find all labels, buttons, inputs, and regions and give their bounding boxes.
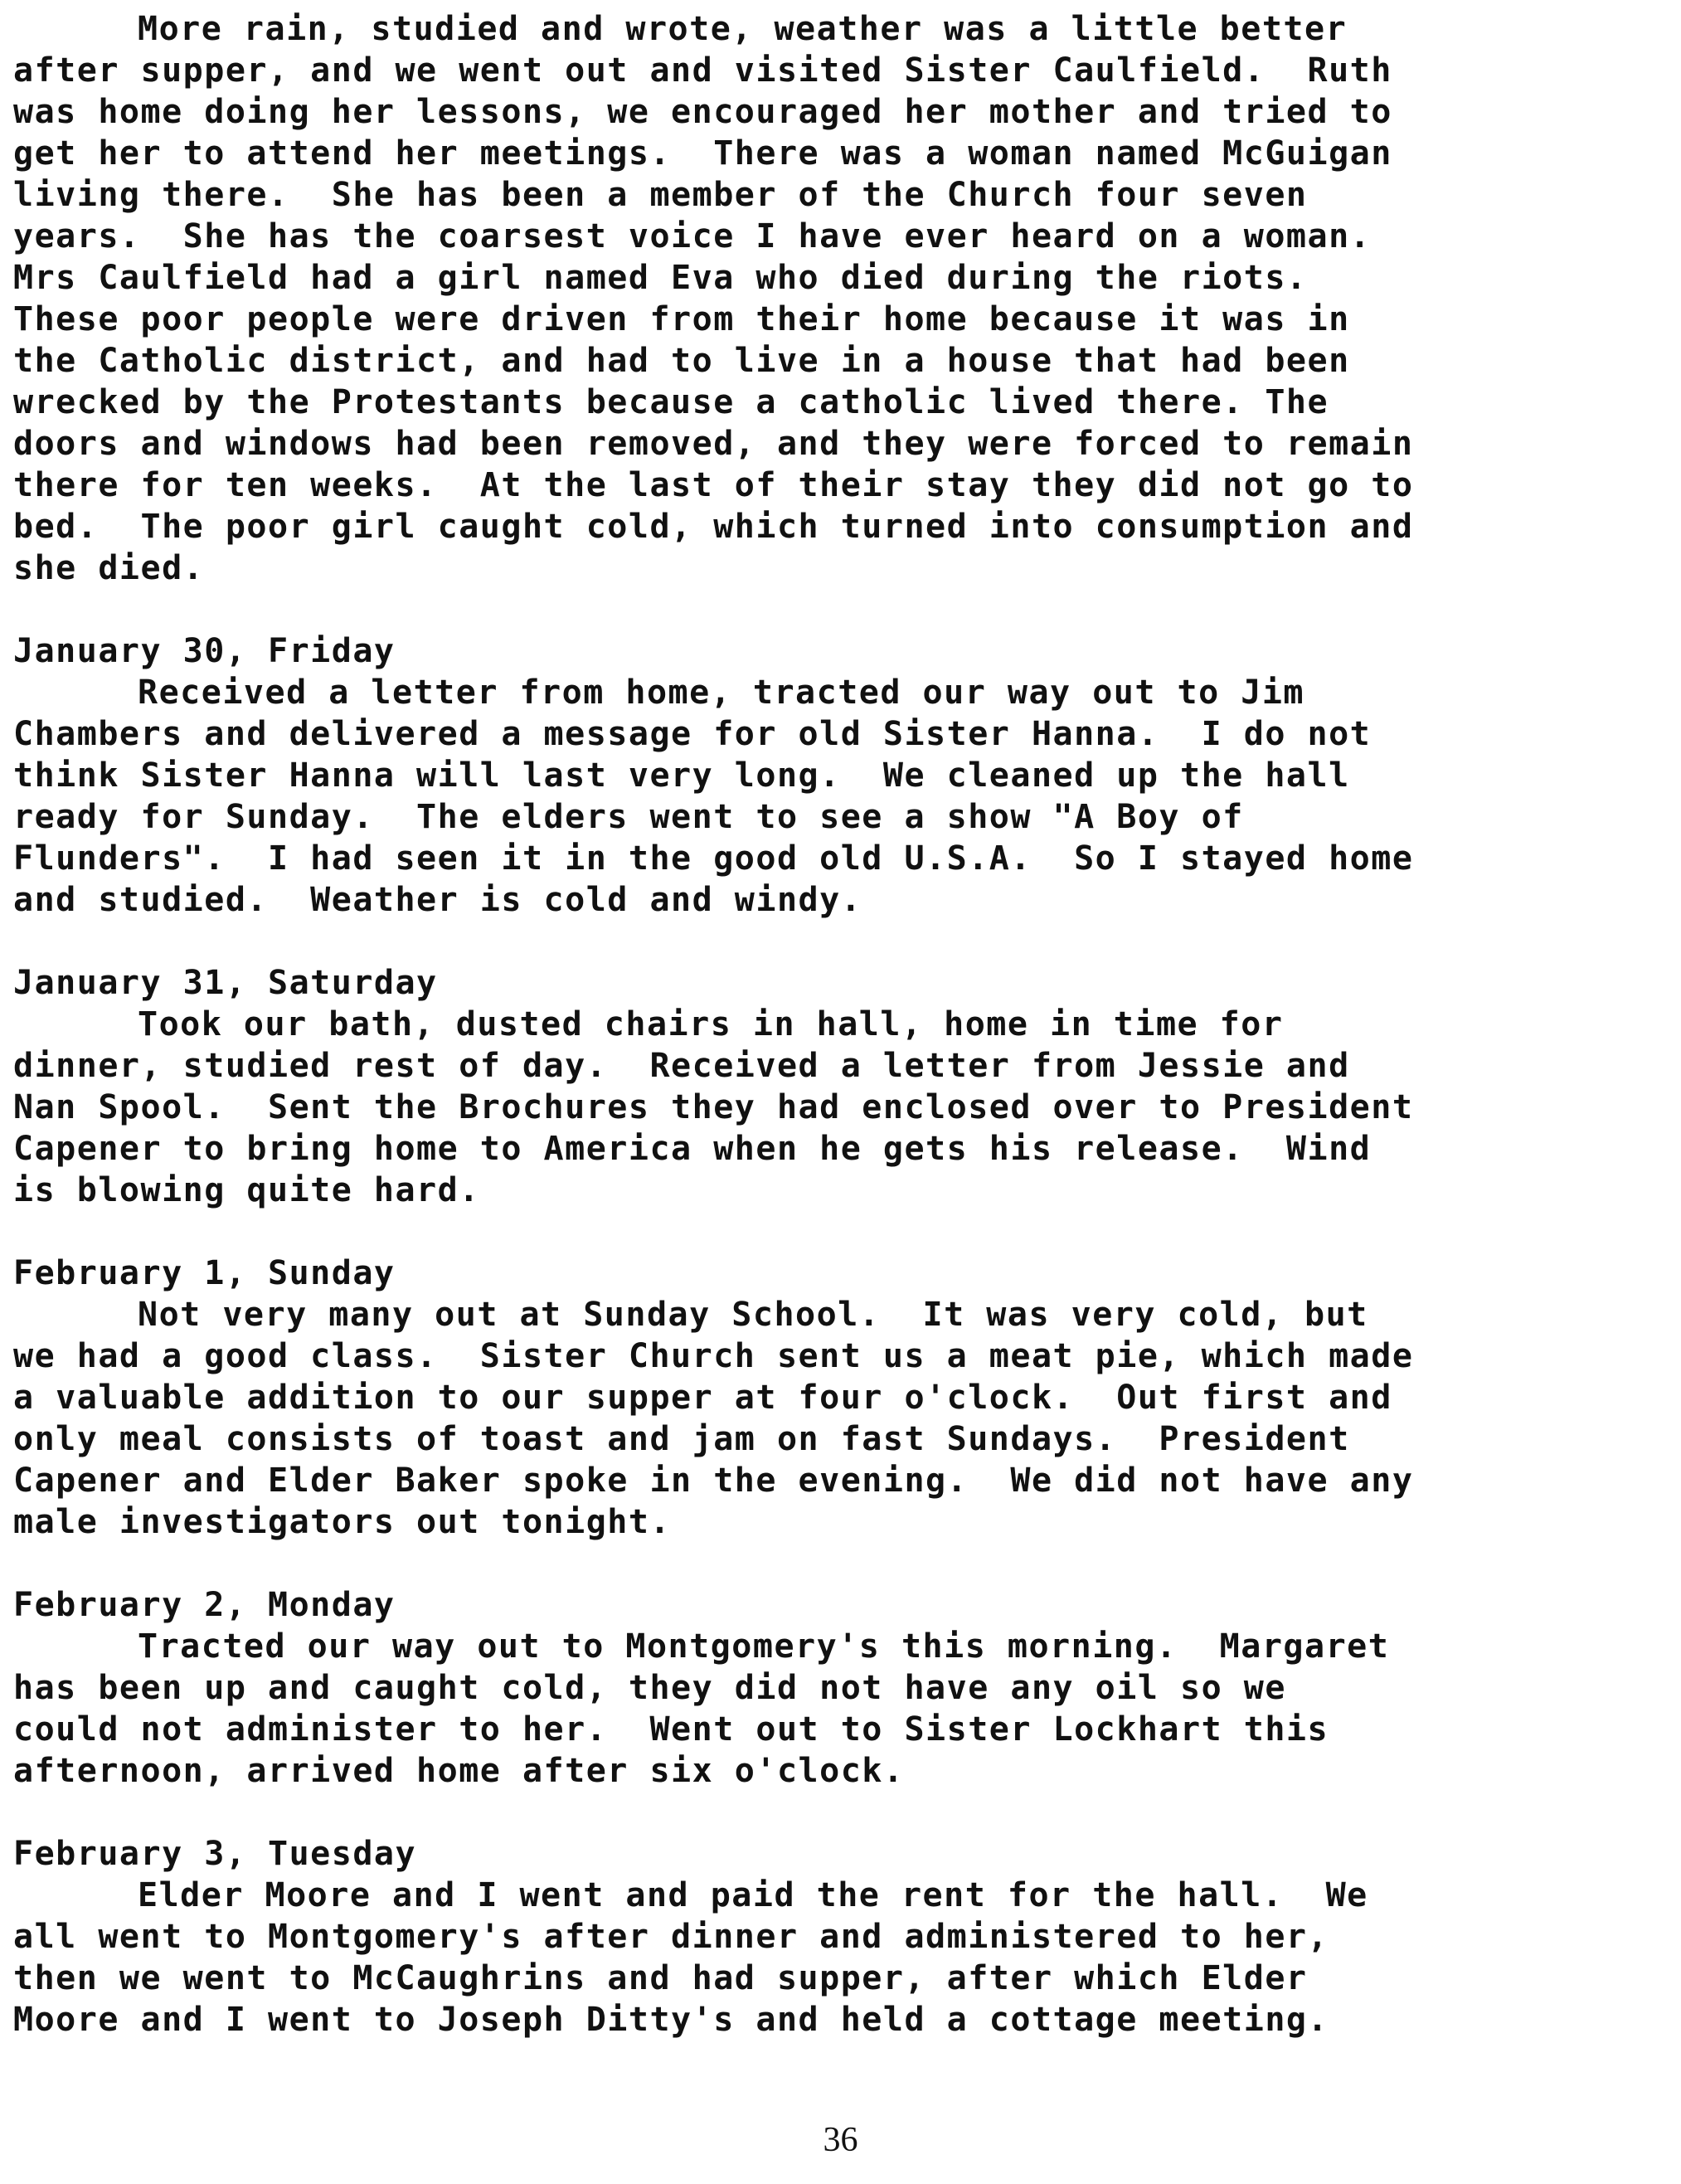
entry-text-line: These poor people were driven from their home because it was in <box>13 300 1350 338</box>
entry-text-line: a valuable addition to our supper at four o'clock. Out first and <box>13 1379 1392 1417</box>
entry-text-line: Tracted our way out to Montgomery's this morning. Margaret <box>138 1627 1390 1666</box>
entry-date-heading: February 3, Tuesday <box>13 1835 417 1873</box>
entry-text-line: is blowing quite hard. <box>13 1171 480 1209</box>
entry-text-line: we had a good class. Sister Church sent us a meat pie, which made <box>13 1337 1414 1375</box>
entry-date-heading: February 2, Monday <box>13 1586 396 1624</box>
journal-entry <box>13 8 1668 589</box>
entry-text-line: get her to attend her meetings. There was a woman named McGuigan <box>13 134 1392 173</box>
entry-text-line: ready for Sunday. The elders went to see a show "A Boy of <box>13 798 1244 836</box>
entry-text-line: then we went to McCaughrins and had supper, after which Elder <box>13 1959 1308 1997</box>
journal-entry <box>13 1584 1668 1792</box>
entry-text-line: the Catholic district, and had to live in a house that had been <box>13 342 1350 380</box>
entry-date-heading: February 1, Sunday <box>13 1254 396 1292</box>
entry-text-line: Moore and I went to Joseph Ditty's and held a cottage meeting. <box>13 2001 1329 2039</box>
entry-text-line: Elder Moore and I went and paid the rent for the hall. We <box>138 1876 1368 1914</box>
entry-text-line: doors and windows had been removed, and they were forced to remain <box>13 425 1414 463</box>
page-number: 36 <box>823 2121 858 2159</box>
journal-entry <box>13 1253 1668 1543</box>
entry-text-line: only meal consists of toast and jam on fast Sundays. President <box>13 1420 1350 1458</box>
entry-text-line: she died. <box>13 549 205 587</box>
entry-text-line: think Sister Hanna will last very long. We cleaned up the hall <box>13 756 1350 795</box>
entry-text-line: Flunders". I had seen it in the good old U.S.A. So I stayed home <box>13 839 1414 878</box>
entry-date-heading: January 30, Friday <box>13 632 396 670</box>
journal-entry <box>13 630 1668 921</box>
entry-text-line: could not administer to her. Went out to Sister Lockhart this <box>13 1710 1329 1749</box>
entry-text-line: years. She has the coarsest voice I have ever heard on a woman. <box>13 217 1372 255</box>
entry-text-line: Nan Spool. Sent the Brochures they had enclosed over to President <box>13 1088 1414 1126</box>
entry-text-line: dinner, studied rest of day. Received a letter from Jessie and <box>13 1047 1350 1085</box>
entry-text-line: and studied. Weather is cold and windy. <box>13 881 862 919</box>
entry-text-line: living there. She has been a member of the Church four seven <box>13 176 1308 214</box>
typed-page <box>13 8 1668 2082</box>
entry-text-line: afternoon, arrived home after six o'clock. <box>13 1752 905 1790</box>
entry-text-line: More rain, studied and wrote, weather was a little better <box>138 10 1348 48</box>
entry-text-line: wrecked by the Protestants because a catholic lived there. The <box>13 383 1329 421</box>
entry-text-line: male investigators out tonight. <box>13 1503 672 1541</box>
entry-text-line: Chambers and delivered a message for old Sister Hanna. I do not <box>13 715 1372 753</box>
entry-text-line: Mrs Caulfield had a girl named Eva who died during the riots. <box>13 259 1308 297</box>
entry-text-line: after supper, and we went out and visited Sister Caulfield. Ruth <box>13 51 1392 90</box>
entry-text-line: Not very many out at Sunday School. It was very cold, but <box>138 1296 1368 1334</box>
entry-text-line: Took our bath, dusted chairs in hall, home in time for <box>138 1005 1284 1043</box>
entry-text-line: Capener to bring home to America when he gets his release. Wind <box>13 1130 1372 1168</box>
entry-date-heading: January 31, Saturday <box>13 964 438 1002</box>
entry-text-line: has been up and caught cold, they did not have any oil so we <box>13 1669 1286 1707</box>
journal-entry <box>13 962 1668 1211</box>
journal-entry <box>13 1833 1668 2041</box>
entry-text-line: there for ten weeks. At the last of their stay they did not go to <box>13 466 1414 504</box>
entry-text-line: was home doing her lessons, we encouraged her mother and tried to <box>13 93 1392 131</box>
entry-text-line: Capener and Elder Baker spoke in the evening. We did not have any <box>13 1462 1414 1500</box>
entry-text-line: Received a letter from home, tracted our way out to Jim <box>138 674 1305 712</box>
entry-text-line: bed. The poor girl caught cold, which turned into consumption and <box>13 508 1414 546</box>
entry-text-line: all went to Montgomery's after dinner and administered to her, <box>13 1918 1329 1956</box>
